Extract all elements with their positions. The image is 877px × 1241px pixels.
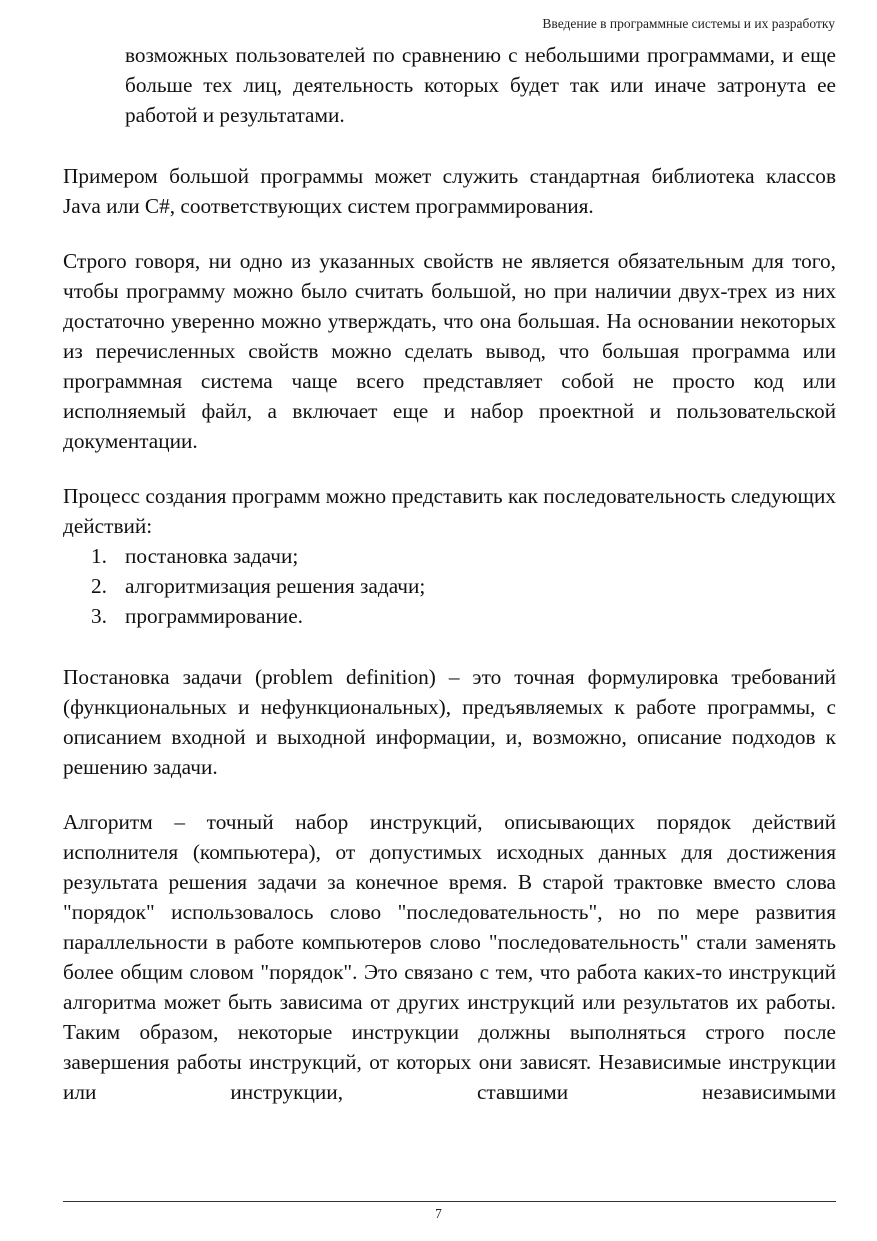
continued-list-item-text: возможных пользователей по сравнению с небольшими программами, и еще больше тех лиц, деятельность которых будет так или иначе затронута ее работой и результатами. — [125, 43, 836, 127]
paragraph-algorithm-definition: Алгоритм – точный набор инструкций, описывающих порядок действий исполнителя (компьютера), от допустимых исходных данных для достижения результата решения задачи за конечное время. В старой трактовке вместо слова "порядок" использовалось слово "последовательность", но по мере развития параллельности в работе компьютеров слово "последовательность" стали заменять более общим словом "порядок". Это связано с тем, что работа каких-то инструкций алгоритма может быть зависима от других инструкций или результатов их работы. Таким образом, некоторые инструкции должны выполняться строго после завершения работы инструкций, от которых они зависят. Независимые инструкции или инструкции, ставшими независимыми — [63, 810, 836, 1104]
list-item-text: программирование. — [125, 604, 303, 628]
process-steps-list — [63, 541, 836, 631]
list-item — [63, 541, 836, 571]
paragraph-properties-discussion: Строго говоря, ни одно из указанных свойств не является обязательным для того, чтобы программу можно было считать большой, но при наличии двух-трех из них достаточно уверенно можно утверждать, что она большая. На основании некоторых из перечисленных свойств можно сделать вывод, что большая программа или программная система чаще всего представляет собой не просто код или исполняемый файл, а включает еще и набор проектной и пользовательской документации. — [63, 249, 836, 453]
paragraph-problem-definition: Постановка задачи (problem definition) – это точная формулировка требований (функциональных и нефункциональных), предъявляемых к работе программы, с описанием входной и выходной информации, и, возможно, описание подходов к решению задачи. — [63, 665, 836, 779]
paragraph-large-program-example: Примером большой программы может служить стандартная библиотека классов Java или C#, соответствующих систем программирования. — [63, 164, 836, 218]
footer-divider — [63, 1201, 836, 1202]
list-item — [63, 571, 836, 601]
page-body — [63, 40, 836, 1107]
list-item-number: 1. — [91, 544, 107, 568]
list-item-number: 2. — [91, 574, 107, 598]
list-item-number: 3. — [91, 604, 107, 628]
list-item-text: постановка задачи; — [125, 544, 299, 568]
page-number: 7 — [435, 1206, 442, 1221]
list-item — [63, 601, 836, 631]
paragraph-process-intro: Процесс создания программ можно представить как последовательность следующих действий: — [63, 484, 836, 538]
list-item-text: алгоритмизация решения задачи; — [125, 574, 426, 598]
running-header: Введение в программные системы и их разработку — [542, 16, 835, 31]
